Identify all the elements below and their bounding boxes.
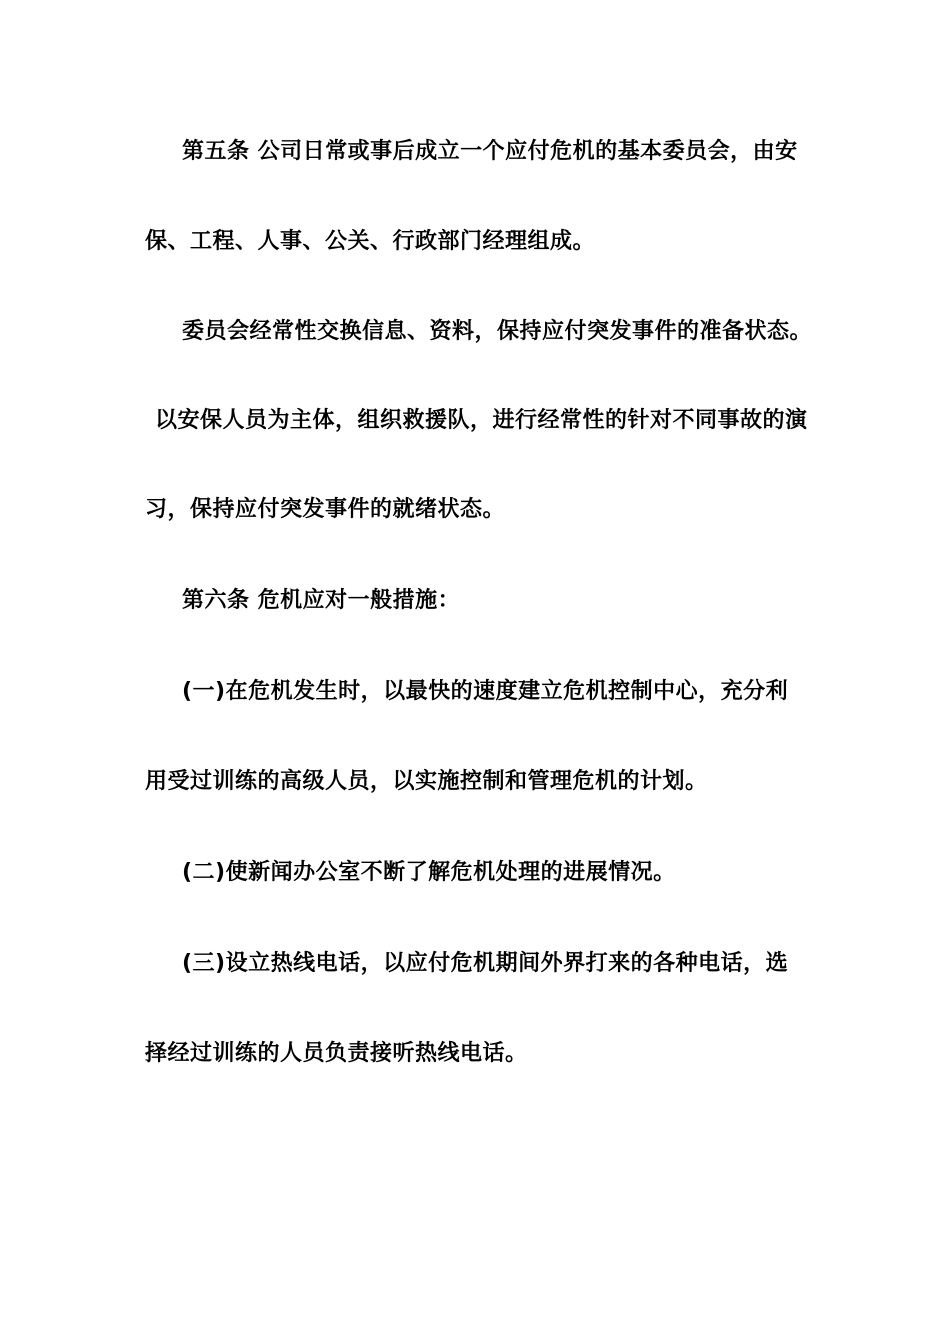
measure-1-line: (一)在危机发生时，以最快的速度建立危机控制中心，充分利	[182, 679, 789, 704]
measure-3-line: (三)设立热线电话，以应付危机期间外界打来的各种电话，选	[182, 951, 789, 976]
measure-1-continuation-line: 用受过训练的高级人员，以实施控制和管理危机的计划。	[145, 769, 708, 794]
rescue-team-line: 以安保人员为主体，组织救援队，进行经常性的针对不同事故的演	[155, 408, 808, 433]
measure-2-line: (二)使新闻办公室不断了解危机处理的进展情况。	[182, 860, 676, 885]
committee-info-exchange-line: 委员会经常性交换信息、资料，保持应付突发事件的准备状态。	[182, 319, 813, 344]
article-6-heading-line: 第六条 危机应对一般措施：	[182, 588, 461, 613]
article-5-heading-line: 第五条 公司日常或事后成立一个应付危机的基本委员会，由安	[182, 139, 798, 164]
rescue-team-continuation-line: 习，保持应付突发事件的就绪状态。	[145, 497, 506, 522]
article-5-continuation-line: 保、工程、人事、公关、行政部门经理组成。	[145, 229, 596, 254]
measure-3-continuation-line: 择经过训练的人员负责接听热线电话。	[145, 1041, 528, 1066]
